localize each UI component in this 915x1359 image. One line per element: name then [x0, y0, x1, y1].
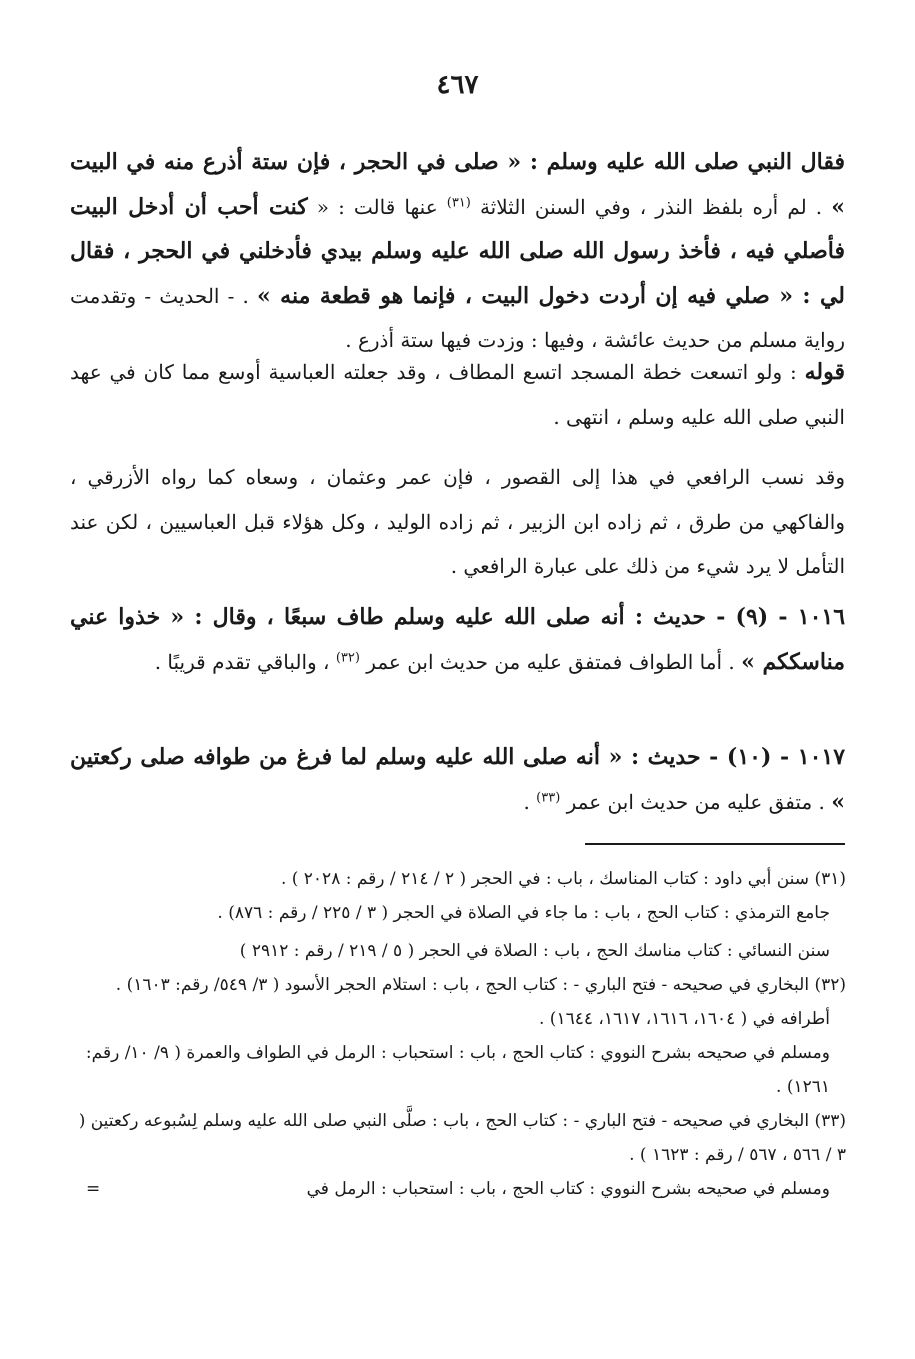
- hadith-1016: [70, 595, 845, 684]
- hadith-text-bold: ١٠١٦ - (٩) - حديث : أنه صلى الله عليه وسلم طاف سبعًا ، وقال : « خذوا عني مناسككم »: [70, 604, 846, 675]
- footnote-33-muslim: [78, 1172, 846, 1206]
- footnote-31-tirmidhi: جامع الترمذي : كتاب الحج ، باب : ما جاء في الصلاة في الحجر ( ٣ / ٢٢٥ / رقم : ٨٧٦) .: [217, 903, 830, 923]
- hadith-text-bold: ١٠١٧ - (١٠) - حديث : « أنه صلى الله عليه وسلم لما فرغ من طوافه صلى ركعتين »: [70, 744, 846, 815]
- qawluhu-heading: قوله: [804, 359, 845, 385]
- paragraph-qawluhu: [70, 350, 845, 439]
- commentary-text: . لم أره بلفظ النذر ، وفي السنن الثلاثة: [470, 194, 832, 219]
- footnote-33-bukhari: (٣٣) البخاري في صحيحه - فتح الباري - : كتاب الحج ، باب : صلَّى النبي صلى الله عليه وسلم لِسُبوعه ركعتين ( ٣ / ٥٦٦ ، ٥٦٧ / رقم : ١٦٢٣ ) .: [78, 1111, 846, 1165]
- footnote-31-nasai: سنن النسائي : كتاب مناسك الحج ، باب : الصلاة في الحجر ( ٥ / ٢١٩ / رقم : ٢٩١٢ ): [239, 941, 830, 961]
- footnote-ref-32: (٣٢): [335, 649, 360, 665]
- footnote-32-bukhari: (٣٢) البخاري في صحيحه - فتح الباري - : كتاب الحج ، باب : استلام الحجر الأسود ( ٣/ ٥٤٩/ رقم: ١٦٠٣) .: [115, 975, 846, 995]
- footnote-ref-33: (٣٣): [536, 789, 561, 805]
- commentary-text: . - الحديث - وتقدمت رواية مسلم من حديث عائشة ، وفيها : وزدت فيها ستة أذرع .: [70, 283, 845, 352]
- footnote-divider: [585, 843, 845, 845]
- footnote-31-abu-dawud: (٣١) سنن أبي داود : كتاب المناسك ، باب : في الحجر ( ٢ / ٢١٤ / رقم : ٢٠٢٨ ) .: [280, 869, 846, 889]
- footnote-33-muslim-text: ومسلم في صحيحه بشرح النووي : كتاب الحج ، باب : استحباب : الرمل في: [306, 1179, 830, 1199]
- commentary-text: ، والباقي تقدم قريبًا .: [154, 649, 336, 674]
- footnote-32-muslim: ومسلم في صحيحه بشرح النووي : كتاب الحج ، باب : استحباب : الرمل في الطواف والعمرة ( ٩/ ١٠/ رقم: ١٢٦١) .: [85, 1043, 830, 1097]
- footnotes: [78, 862, 846, 1206]
- commentary-text: عنها قالت : «: [307, 194, 447, 219]
- page-number: ٤٦٧: [436, 70, 479, 100]
- commentary-text: . متفق عليه من حديث ابن عمر: [560, 789, 832, 814]
- commentary-text: وقد نسب الرافعي في هذا إلى القصور ، فإن عمر وعثمان ، وسعاه كما رواه الأزرقي ، والفاكهي من طرق ، ثم زاده ابن الزبير ، ثم زاده الوليد ، وكل هؤلاء قبل العباسيين ، لكن عند التأمل لا يرد شيء من ذلك على عبارة الرافعي .: [70, 465, 845, 578]
- footnote-ref-31: (٣١): [446, 194, 471, 210]
- commentary-text: . أما الطواف فمتفق عليه من حديث ابن عمر: [359, 649, 742, 674]
- hadith-text-bold: فقال النبي صلى الله عليه وسلم : « صلى في الحجر ، فإن ستة أذرع منه في البيت »: [70, 149, 845, 220]
- paragraph-rafii: [70, 455, 845, 589]
- paragraph-hadith-hijr: [70, 140, 845, 363]
- commentary-text: : ولو اتسعت خطة المسجد اتسع المطاف ، وقد جعلته العباسية أوسع مما كان في عهد النبي صلى الله عليه وسلم ، انتهى .: [70, 360, 845, 429]
- hadith-text-bold: كنت أحب أن أدخل البيت فأصلي فيه ، فأخذ رسول الله صلى الله عليه وسلم بيدي فأدخلني في الحجر ، فقال لي : « صلي فيه إن أردت دخول البيت ، فإنما هو قطعة منه »: [70, 193, 845, 309]
- hadith-1017: [70, 735, 845, 824]
- commentary-text: .: [523, 789, 537, 814]
- footnote-32-atrafuhu: أطرافه في ( ١٦٠٤، ١٦١٦، ١٦١٧، ١٦٤٤) .: [539, 1009, 830, 1029]
- continuation-mark: =: [86, 1179, 101, 1199]
